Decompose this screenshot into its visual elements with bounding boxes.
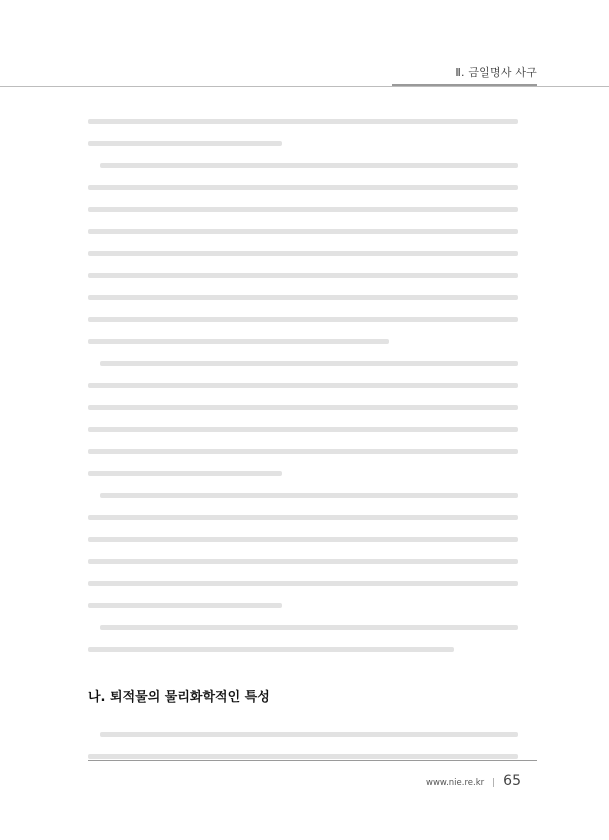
page-number: 65 bbox=[503, 773, 521, 789]
header-rule-accent bbox=[392, 84, 537, 86]
paragraph-2 bbox=[88, 154, 518, 352]
page-footer bbox=[426, 773, 521, 789]
footer-rule bbox=[88, 760, 537, 761]
paragraph-4 bbox=[88, 484, 518, 616]
footer-separator: | bbox=[492, 778, 496, 788]
section-heading: 나. 퇴적물의 물리화학적인 특성 bbox=[88, 690, 270, 705]
paragraph-3 bbox=[88, 352, 518, 484]
footer-url: www.nie.re.kr bbox=[426, 778, 485, 788]
header-rule bbox=[0, 86, 609, 87]
body-text bbox=[88, 110, 518, 767]
running-header: Ⅱ. 금일명사 사구 bbox=[455, 66, 537, 79]
paragraph-1 bbox=[88, 110, 518, 154]
paragraph-5 bbox=[88, 616, 518, 660]
